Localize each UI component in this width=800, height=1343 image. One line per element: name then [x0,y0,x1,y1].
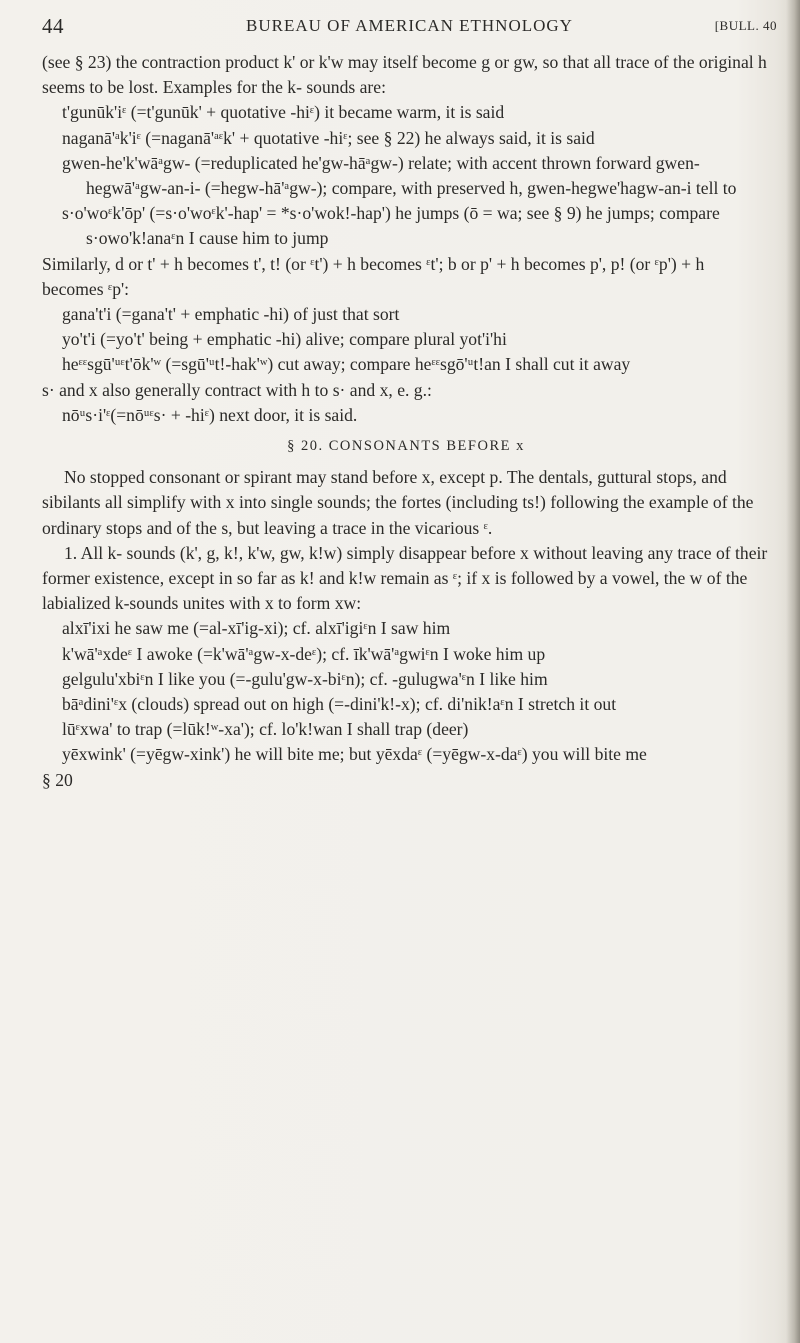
paragraph-intro: (see § 23) the contraction product k' or k'w may itself become g or gw, so that all trace of the original h seems to be lost. Examples for the k- sounds are: [42,52,767,98]
example-line: gwen-he'k'wāᵃgw- (=reduplicated he'gw-hāᵃgw-) relate; with accent thrown forward gwen-hegwā'ᵃgw-an-i- (=hegw-hā'ᵃgw-); compare, with preserved h, gwen-hegwe'hagw-an-i tell to [62,152,737,199]
paragraph-similarly: Similarly, d or t' + h becomes t', t! (or ᵋt') + h becomes ᵋt'; b or p' + h becomes p', p! (or ᵋp') + h becomes ᵋp': [42,253,705,299]
paragraph-sibilants: s· and x also generally contract with h to s· and x, e. g.: [42,379,432,400]
examples-dentals-labials [42,302,770,378]
section-heading: § 20. CONSONANTS BEFORE x [287,438,525,455]
example-line: yo't'i (=yo't' being + emphatic -hi) alive; compare plural yot'i'hi [62,329,507,350]
paragraph-k-sounds-rule: 1. All k- sounds (k', g, k!, k'w, gw, k!w) simply disappear before x without leaving any trace of their former existence, except in so far as k! and k!w remain as ᵋ; if x is followed by a vowel, the w of the labialized k-sounds unites with x to form xw: [42,542,768,614]
example-line: gelgulu'xbiᵋn I like you (=-gulu'gw-x-biᵋn); cf. -gulugwa'ᵋn I like him [62,668,548,689]
bulletin-label: [BULL. 40 [714,18,777,33]
examples-k-sounds [42,100,770,251]
example-line: naganā'ᵃk'iᵋ (=naganā'ᵃᵋk' + quotative -hiᵋ; see § 22) he always said, it is said [62,127,595,148]
running-title: BUREAU OF AMERICAN ETHNOLOGY [246,16,573,35]
page-body [42,50,770,793]
example-line: s·o'woᵋk'ōp' (=s·o'woᵋk'-hap' = *s·o'wok!-hap') he jumps (ō = wa; see § 9) he jumps; compare s·owo'k!anaᵋn I cause him to jump [62,203,720,249]
page-number: 44 [42,14,64,38]
examples-before-x [42,616,770,767]
section-footer-ref: § 20 [42,769,73,790]
example-line: alxī'ixi he saw me (=al-xī'ig-xi); cf. alxī'igiᵋn I saw him [62,618,451,639]
example-line: k'wā'ᵃxdeᵋ I awoke (=k'wā'ᵃgw-x-deᵋ); cf. īk'wā'ᵃgwiᵋn I woke him up [62,643,546,664]
example-line: lūᵋxwa' to trap (=lūk!ʷ-xa'); cf. lo'k!wan I shall trap (deer) [62,719,469,740]
page-edge-shadow [786,0,800,1343]
running-head [42,8,777,42]
example-line: yēxwink' (=yēgw-xink') he will bite me; but yēxdaᵋ (=yēgw-x-daᵋ) you will bite me [62,744,647,765]
example-line: gana't'i (=gana't' + emphatic -hi) of just that sort [62,304,400,325]
example-line: bāᵃdini'ᵋx (clouds) spread out on high (=-dini'k!-x); cf. di'nik!aᵋn I stretch it out [62,694,617,715]
examples-sibilants [42,403,770,428]
example-line: heᵋᵋsgū'ᵘᵋt'ōk'ʷ (=sgū'ᵘt!-hak'ʷ) cut away; compare heᵋᵋsgō'ᵘt!an I shall cut it away [62,354,631,375]
example-line: nōᵘs·i'ᵋ(=nōᵘᵋs· + -hiᵋ) next door, it is said. [62,404,358,425]
example-line: t'gunūk'iᵋ (=t'gunūk' + quotative -hiᵋ) it became warm, it is said [62,102,505,123]
paragraph-section-intro: No stopped consonant or spirant may stand before x, except p. The dentals, guttural stops, and sibilants all simplify with x into single sounds; the fortes (including ts!) following the example of the ordinary stops and of the s, but leaving a trace in the vicarious ᵋ. [42,467,754,538]
